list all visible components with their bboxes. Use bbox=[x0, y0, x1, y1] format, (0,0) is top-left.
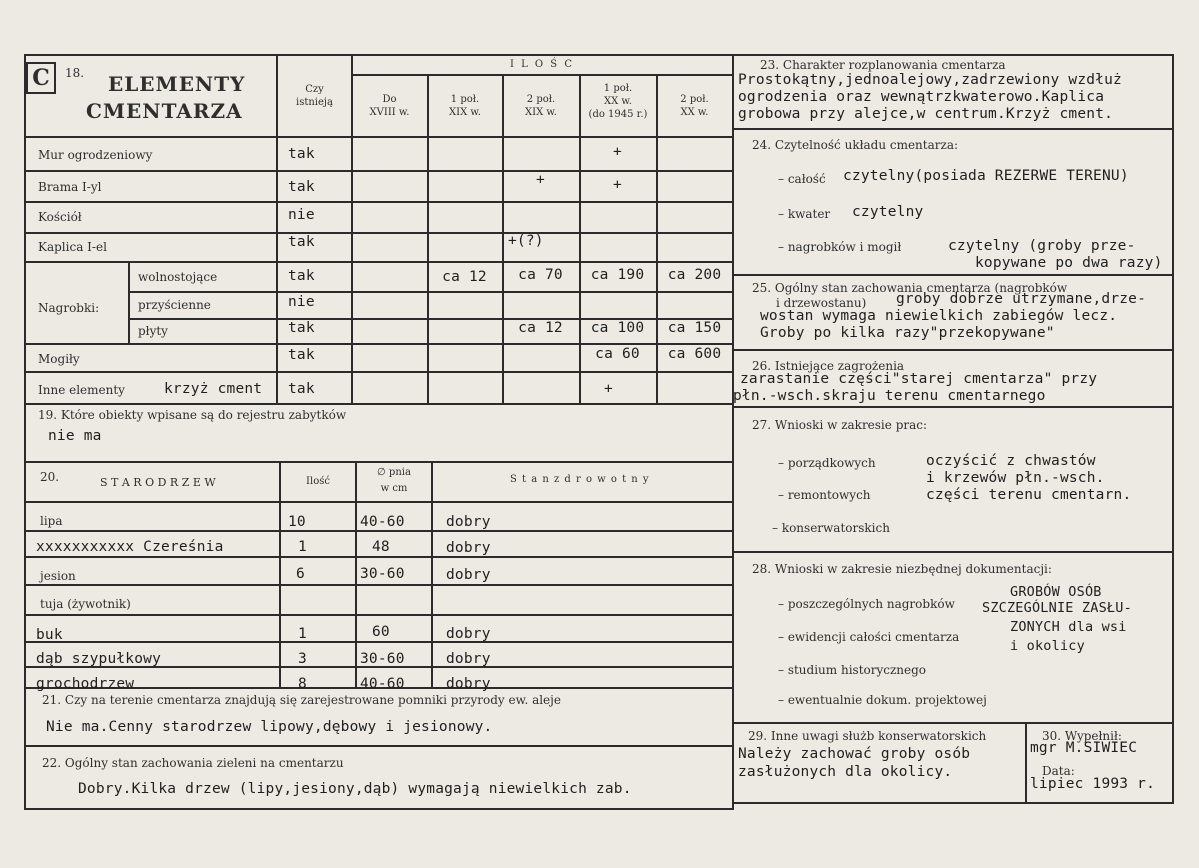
period-value: ca 190 bbox=[590, 267, 645, 283]
section21-label: 21. Czy na terenie cmentarza znajdują się zarejestrowane pomniki przyrody ew. aleje bbox=[42, 693, 561, 707]
exists-value: tak bbox=[288, 381, 315, 397]
row-line bbox=[24, 343, 734, 345]
section28-bottom-line bbox=[734, 722, 1174, 724]
section24-item-label: – kwater bbox=[778, 207, 831, 221]
section27-bottom-line bbox=[734, 551, 1174, 553]
section28-line: SZCZEGÓLNIE ZASŁU- bbox=[982, 600, 1132, 616]
col-line-diam bbox=[355, 461, 357, 687]
period-header-4: 1 poł. bbox=[603, 83, 633, 94]
tree-name-typed: grochodrzew bbox=[36, 676, 135, 692]
col-state-header: S t a n z d r o w o t n y bbox=[510, 474, 650, 485]
section20-number: 20. bbox=[40, 470, 60, 484]
tree-diam: 40-60 bbox=[360, 676, 405, 692]
exists-value: tak bbox=[288, 146, 315, 162]
period-header-4-note: (do 1945 r.) bbox=[588, 109, 648, 120]
frame-bottom-right bbox=[734, 802, 1174, 804]
section25-line: groby dobrze utrzymane,drze- bbox=[896, 291, 1147, 307]
tree-name: lipa bbox=[40, 514, 63, 528]
period-header-1-sub: XVIII w. bbox=[369, 107, 410, 118]
tree-count: 3 bbox=[298, 651, 307, 667]
section21-value: Nie ma.Cenny starodrzew lipowy,dębowy i jesionowy. bbox=[46, 719, 493, 735]
section27-item: – porządkowych bbox=[778, 456, 876, 470]
section30-author: mgr M.SIWIEC bbox=[1030, 740, 1138, 756]
section28-line: GROBÓW OSÓB bbox=[1010, 584, 1102, 600]
section19-label: 19. Które obiekty wpisane są do rejestru zabytków bbox=[38, 408, 347, 422]
tree-count: 6 bbox=[296, 566, 305, 582]
row-line bbox=[24, 201, 734, 203]
row-label: przyścienne bbox=[138, 298, 211, 312]
section23-label: 23. Charakter rozplanowania cmentarza bbox=[760, 58, 1006, 72]
tree-state: dobry bbox=[446, 626, 491, 642]
period-header-3-sub: XIX w. bbox=[525, 107, 557, 118]
tree-count: 8 bbox=[298, 676, 307, 692]
exists-value: tak bbox=[288, 234, 315, 250]
tree-row-line bbox=[24, 614, 734, 616]
col-line-p2 bbox=[427, 74, 429, 404]
period-header-4-sub: XX w. bbox=[604, 96, 632, 107]
header-bottom-line bbox=[24, 136, 734, 138]
tree-name: tuja (żywotnik) bbox=[40, 597, 131, 611]
section-mark: C bbox=[26, 62, 56, 94]
section26-line: płn.-wsch.skraju terenu cmentarnego bbox=[733, 388, 1046, 404]
row-label: Brama I-yl bbox=[38, 180, 102, 194]
section23-bottom-line bbox=[734, 128, 1174, 130]
tree-count: 1 bbox=[298, 626, 307, 642]
tree-name-typed: buk bbox=[36, 627, 63, 643]
tree-state: dobry bbox=[446, 567, 491, 583]
period-header-2-sub: XIX w. bbox=[449, 107, 481, 118]
section19-value: nie ma bbox=[48, 428, 102, 444]
period-value: + bbox=[613, 177, 622, 193]
row-line bbox=[24, 261, 734, 263]
section24-item-value: kopywane po dwa razy) bbox=[975, 255, 1163, 271]
exists-value: nie bbox=[288, 207, 315, 223]
exists-value: tak bbox=[288, 320, 315, 336]
period-value: + bbox=[604, 381, 613, 397]
tree-diam: 60 bbox=[372, 624, 390, 640]
period-value: ca 60 bbox=[595, 346, 640, 362]
row-label: wolnostojące bbox=[138, 270, 218, 284]
row-label: płyty bbox=[138, 324, 168, 338]
section30-label: 30. Wypełnił: bbox=[1042, 729, 1122, 743]
section27-item: – konserwatorskich bbox=[772, 521, 890, 535]
tree-state: dobry bbox=[446, 540, 491, 556]
tree-diam: 30-60 bbox=[360, 566, 405, 582]
period-value: ca 200 bbox=[667, 267, 722, 283]
section28-line: i okolicy bbox=[1010, 638, 1085, 654]
row-line bbox=[24, 232, 734, 234]
section25-label-cont: i drzewostanu) bbox=[776, 296, 867, 310]
row-label: Kościół bbox=[38, 210, 82, 224]
row-line bbox=[24, 170, 734, 172]
section24-label: 24. Czytelność układu cmentarza: bbox=[752, 138, 959, 152]
nagrobki-label: Nagrobki: bbox=[38, 301, 100, 315]
section28-line: ZONYCH dla wsi bbox=[1010, 619, 1127, 635]
ilosc-underline bbox=[351, 74, 733, 76]
section25-bottom-line bbox=[734, 349, 1174, 351]
section24-item-label: – całość bbox=[778, 172, 826, 186]
section28-label: 28. Wnioski w zakresie niezbędnej dokumentacji: bbox=[752, 562, 1052, 576]
frame-bottom-left bbox=[24, 808, 734, 810]
exists-value: tak bbox=[288, 268, 315, 284]
nagrobki-divider bbox=[128, 261, 130, 343]
exists-value: tak bbox=[288, 179, 315, 195]
exists-value: nie bbox=[288, 294, 315, 310]
section18-number: 18. bbox=[65, 66, 85, 80]
row-label: Kaplica I-el bbox=[38, 240, 107, 254]
section29-label: 29. Inne uwagi służb konserwatorskich bbox=[748, 729, 987, 743]
tree-row-line bbox=[24, 584, 734, 586]
section27-line: oczyścić z chwastów bbox=[926, 453, 1096, 469]
section26-label: 26. Istniejące zagrożenia bbox=[752, 359, 905, 373]
tree-state: dobry bbox=[446, 514, 491, 530]
tree-name: jesion bbox=[40, 569, 76, 583]
period-value: ca 600 bbox=[667, 346, 722, 362]
tree-state: dobry bbox=[446, 651, 491, 667]
section18-title-line1: ELEMENTY bbox=[108, 72, 246, 96]
period-value: +(?) bbox=[508, 233, 544, 249]
tree-diam: 40-60 bbox=[360, 514, 405, 530]
section28-item: – poszczególnych nagrobków bbox=[778, 597, 955, 611]
period-header-3: 2 poł. bbox=[526, 94, 556, 105]
exists-header-l2: istnieją bbox=[296, 97, 333, 108]
period-value: + bbox=[536, 172, 545, 188]
section24-item-value: czytelny (groby prze- bbox=[948, 238, 1136, 254]
col-count-header: Ilość bbox=[306, 476, 330, 487]
tree-name-typed: xxxxxxxxxxx Czereśnia bbox=[36, 539, 224, 555]
frame-right bbox=[1172, 54, 1174, 804]
period-value: ca 150 bbox=[667, 320, 722, 336]
period-value: ca 100 bbox=[590, 320, 645, 336]
period-header-5-sub: XX w. bbox=[680, 107, 709, 118]
section26-bottom-line bbox=[734, 406, 1174, 408]
tree-row-line bbox=[24, 556, 734, 558]
row-extra-value: krzyż cment bbox=[164, 381, 263, 397]
tree-row-line bbox=[24, 641, 734, 643]
section23-line: Prostokątny,jednoalejowy,zadrzewiony wzdłuż bbox=[738, 72, 1122, 88]
exists-header-l1: Czy bbox=[305, 84, 324, 95]
row-line bbox=[24, 371, 734, 373]
tree-count: 10 bbox=[288, 514, 306, 530]
section22-value: Dobry.Kilka drzew (lipy,jesiony,dąb) wymagają niewielkich zab. bbox=[78, 781, 632, 797]
section28-item: – ewidencji całości cmentarza bbox=[778, 630, 960, 644]
section23-line: grobowa przy alejce,w centrum.Krzyż cment. bbox=[738, 106, 1114, 122]
period-value: ca 12 bbox=[442, 269, 487, 285]
tree-row-line bbox=[24, 530, 734, 532]
section29-line: zasłużonych dla okolicy. bbox=[738, 764, 953, 780]
section25-label: 25. Ogólny stan zachowania cmentarza (nagrobków bbox=[752, 281, 1068, 295]
section29-30-divider bbox=[1025, 722, 1027, 804]
section23-line: ogrodzenia oraz wewnątrzkwaterowo.Kaplica bbox=[738, 89, 1105, 105]
section27-line: i krzewów płn.-wsch. bbox=[926, 470, 1105, 486]
ilosc-header: I L O Ś C bbox=[509, 59, 574, 70]
section24-bottom-line bbox=[734, 274, 1174, 276]
section18-title-line2: CMENTARZA bbox=[86, 99, 243, 123]
frame-middle bbox=[732, 54, 734, 810]
exists-value: tak bbox=[288, 347, 315, 363]
section27-item: – remontowych bbox=[778, 488, 871, 502]
tree-state: dobry bbox=[446, 676, 491, 692]
period-value: + bbox=[613, 144, 622, 160]
frame-top bbox=[24, 54, 1174, 56]
section25-line: wostan wymaga niewielkich zabiegów lecz. bbox=[760, 308, 1118, 324]
col-diam-header: ∅ pnia bbox=[377, 467, 411, 478]
tree-diam: 48 bbox=[372, 539, 390, 555]
row-label: Inne elementy bbox=[38, 383, 125, 397]
tree-diam: 30-60 bbox=[360, 651, 405, 667]
section30-date-label: Data: bbox=[1042, 764, 1075, 778]
section21-bottom-line bbox=[24, 745, 734, 747]
col-line-count bbox=[279, 461, 281, 687]
col-line-p3 bbox=[502, 74, 504, 404]
section28-item: – studium historycznego bbox=[778, 663, 927, 677]
col-line-state bbox=[431, 461, 433, 687]
section27-label: 27. Wnioski w zakresie prac: bbox=[752, 418, 928, 432]
section24-item-value: czytelny(posiada REZERWE TERENU) bbox=[843, 168, 1129, 184]
tree-name-typed: dąb szypułkowy bbox=[36, 651, 162, 667]
section29-line: Należy zachować groby osób bbox=[738, 746, 971, 762]
row-label: Mur ogrodzeniowy bbox=[38, 148, 153, 162]
section22-label: 22. Ogólny stan zachowania zieleni na cmentarzu bbox=[42, 756, 344, 770]
section25-line: Groby po kilka razy"przekopywane" bbox=[760, 325, 1055, 341]
section20-header-line bbox=[24, 501, 734, 503]
section28-item: – ewentualnie dokum. projektowej bbox=[778, 693, 987, 707]
row-line bbox=[128, 291, 734, 293]
section26-line: zarastanie części"starej cmentarza" przy bbox=[740, 371, 1098, 387]
section20-title: S T A R O D R Z E W bbox=[100, 476, 216, 489]
period-value: ca 12 bbox=[518, 320, 563, 336]
table18-bottom-line bbox=[24, 403, 734, 405]
period-value: ca 70 bbox=[518, 267, 563, 283]
section30-date: lipiec 1993 r. bbox=[1030, 776, 1156, 792]
period-header-1: Do bbox=[382, 94, 397, 105]
col-diam-unit: w cm bbox=[380, 483, 408, 494]
section19-bottom-line bbox=[24, 461, 734, 463]
period-header-5: 2 poł. bbox=[680, 94, 709, 105]
period-header-2: 1 poł. bbox=[450, 94, 480, 105]
section24-item-label: – nagrobków i mogił bbox=[778, 240, 902, 254]
section27-line: części terenu cmentarn. bbox=[926, 487, 1132, 503]
row-label: Mogiły bbox=[38, 352, 80, 366]
frame-left bbox=[24, 54, 26, 810]
section24-item-value: czytelny bbox=[852, 204, 924, 220]
tree-count: 1 bbox=[298, 539, 307, 555]
